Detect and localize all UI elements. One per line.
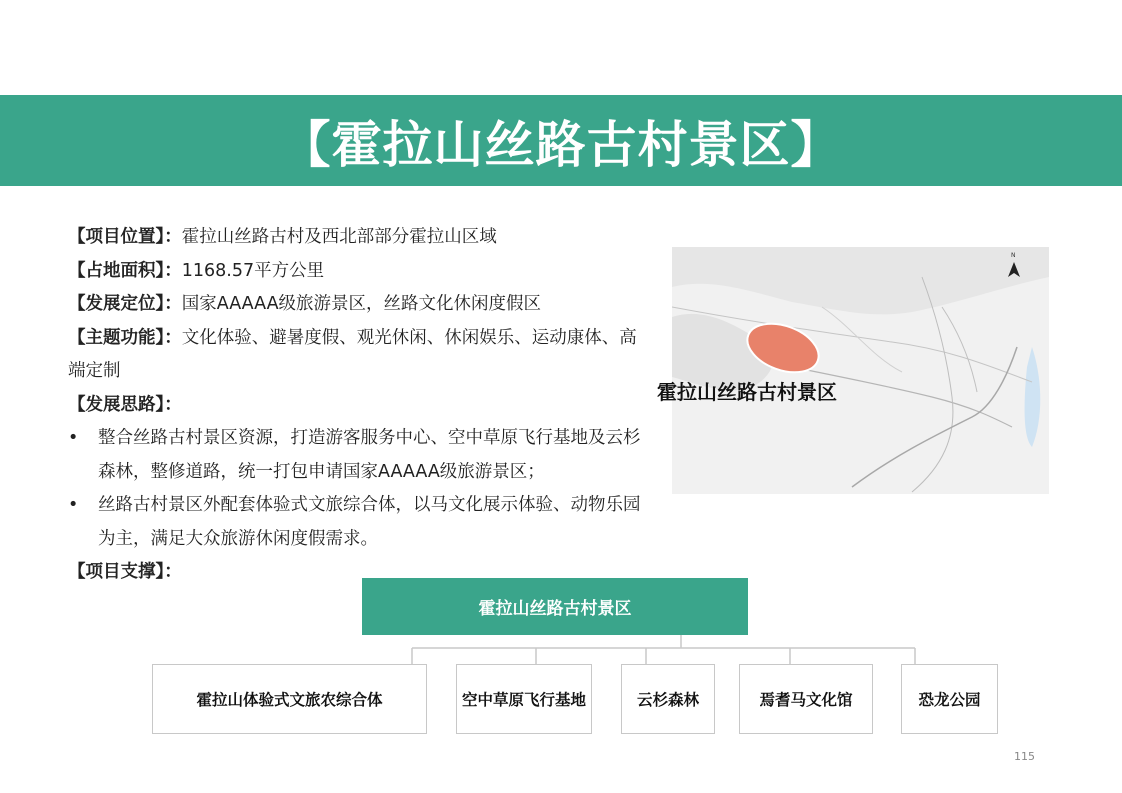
org-node: 恐龙公园 [901, 664, 998, 734]
location-value: 霍拉山丝路古村及西北部部分霍拉山区域 [181, 227, 497, 247]
bullet-marker: • [68, 428, 79, 448]
ideas-item-text: 丝路古村景区外配套体验式文旅综合体，以马文化展示体验、动物乐园为主，满足大众旅游休闲度假需求。 [98, 495, 641, 549]
org-node: 焉耆马文化馆 [739, 664, 873, 734]
org-chart-root: 霍拉山丝路古村景区 [362, 578, 748, 635]
positioning-value: 国家AAAAA级旅游景区，丝路文化休闲度假区 [181, 294, 542, 314]
function-value: 文化体验、避暑度假、观光休闲、休闲娱乐、运动康体、高端定制 [68, 327, 637, 381]
map-label: 霍拉山丝路古村景区 [657, 380, 837, 404]
positioning-label: 【发展定位】： [68, 294, 182, 314]
org-node: 空中草原飞行基地 [456, 664, 592, 734]
north-arrow-label: N [1011, 252, 1016, 259]
ideas-item-text: 整合丝路古村景区资源，打造游客服务中心、空中草原飞行基地及云杉森林，整修道路，统一打包申请国家AAAAA级旅游景区； [98, 428, 641, 482]
area-value: 1168.57平方公里 [181, 260, 325, 281]
bullet-marker: • [68, 495, 79, 515]
org-node: 霍拉山体验式文旅农综合体 [152, 664, 427, 734]
location-label: 【项目位置】： [68, 227, 182, 247]
org-node: 云杉森林 [621, 664, 715, 734]
support-label: 【项目支撑】： [68, 562, 182, 582]
area-label: 【占地面积】： [68, 260, 182, 281]
page-title: 【霍拉山丝路古村景区】 [280, 115, 842, 174]
ideas-label: 【发展思路】： [68, 394, 182, 415]
page-number: 115 [1014, 750, 1035, 763]
function-label: 【主题功能】： [68, 327, 182, 348]
